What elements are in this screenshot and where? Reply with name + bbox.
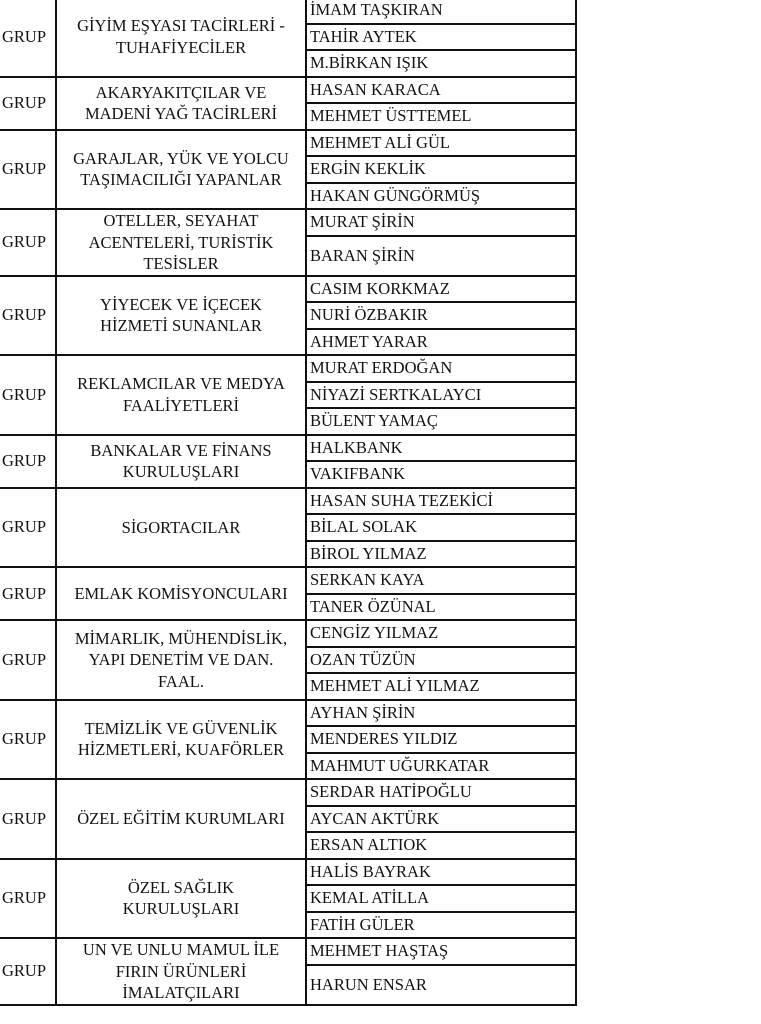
member-name: HARUN ENSAR xyxy=(305,964,577,1006)
member-name: ERSAN ALTIOK xyxy=(305,831,577,860)
member-name: FATİH GÜLER xyxy=(305,911,577,940)
member-name: MEHMET ALİ GÜL xyxy=(305,129,577,158)
group-label: GRUP xyxy=(0,129,57,211)
sector-name: ÖZEL EĞİTİM KURUMLARI xyxy=(55,778,307,860)
group-label: GRUP xyxy=(0,566,57,621)
sector-name: MİMARLIK, MÜHENDİSLİK, YAPI DENETİM VE DAN. FAAL. xyxy=(55,619,307,701)
group-label: GRUP xyxy=(0,208,57,277)
sector-name: REKLAMCILAR VE MEDYA FAALİYETLERİ xyxy=(55,354,307,436)
member-name: SERKAN KAYA xyxy=(305,566,577,595)
member-name: MURAT ŞİRİN xyxy=(305,208,577,237)
group-label: GRUP xyxy=(0,487,57,569)
member-name: BÜLENT YAMAÇ xyxy=(305,407,577,436)
member-name: KEMAL ATİLLA xyxy=(305,884,577,913)
member-name: CASIM KORKMAZ xyxy=(305,275,577,304)
sector-name: OTELLER, SEYAHAT ACENTELERİ, TURİSTİK TESİSLER xyxy=(55,208,307,277)
member-name: MURAT ERDOĞAN xyxy=(305,354,577,383)
member-name: TANER ÖZÜNAL xyxy=(305,593,577,622)
member-name: AYCAN AKTÜRK xyxy=(305,805,577,834)
group-label: GRUP xyxy=(0,354,57,436)
member-name: M.BİRKAN IŞIK xyxy=(305,49,577,78)
group-label: GRUP xyxy=(0,434,57,489)
member-name: BİLAL SOLAK xyxy=(305,513,577,542)
member-name: MEHMET ÜSTTEMEL xyxy=(305,102,577,131)
member-name: HALKBANK xyxy=(305,434,577,463)
sector-name: UN VE UNLU MAMUL İLE FIRIN ÜRÜNLERİ İMALATÇILARI xyxy=(55,937,307,1006)
group-label: GRUP xyxy=(0,937,57,1006)
member-name: TAHİR AYTEK xyxy=(305,23,577,52)
sector-name: GİYİM EŞYASI TACİRLERİ - TUHAFİYECİLER xyxy=(55,0,307,78)
group-label: GRUP xyxy=(0,778,57,860)
member-name: BARAN ŞİRİN xyxy=(305,235,577,277)
member-name: HAKAN GÜNGÖRMÜŞ xyxy=(305,182,577,211)
member-name: NURİ ÖZBAKIR xyxy=(305,301,577,330)
member-name: MEHMET ALİ YILMAZ xyxy=(305,672,577,701)
sector-name: SİGORTACILAR xyxy=(55,487,307,569)
group-label: GRUP xyxy=(0,858,57,940)
sector-name: EMLAK KOMİSYONCULARI xyxy=(55,566,307,621)
sector-name: AKARYAKITÇILAR VE MADENİ YAĞ TACİRLERİ xyxy=(55,76,307,131)
sector-name: GARAJLAR, YÜK VE YOLCU TAŞIMACILIĞI YAPANLAR xyxy=(55,129,307,211)
member-name: İMAM TAŞKIRAN xyxy=(305,0,577,25)
member-name: MAHMUT UĞURKATAR xyxy=(305,752,577,781)
sector-name: TEMİZLİK VE GÜVENLİK HİZMETLERİ, KUAFÖRLER xyxy=(55,699,307,781)
member-name: VAKIFBANK xyxy=(305,460,577,489)
member-name: HALİS BAYRAK xyxy=(305,858,577,887)
member-name: AYHAN ŞİRİN xyxy=(305,699,577,728)
sector-name: ÖZEL SAĞLIK KURULUŞLARI xyxy=(55,858,307,940)
sector-name: YİYECEK VE İÇECEK HİZMETİ SUNANLAR xyxy=(55,275,307,357)
member-name: MEHMET HAŞTAŞ xyxy=(305,937,577,966)
member-name: CENGİZ YILMAZ xyxy=(305,619,577,648)
group-label: GRUP xyxy=(0,699,57,781)
member-name: MENDERES YILDIZ xyxy=(305,725,577,754)
member-name: HASAN SUHA TEZEKİCİ xyxy=(305,487,577,516)
sector-name: BANKALAR VE FİNANS KURULUŞLARI xyxy=(55,434,307,489)
group-label: GRUP xyxy=(0,76,57,131)
member-name: NİYAZİ SERTKALAYCI xyxy=(305,381,577,410)
member-name: HASAN KARACA xyxy=(305,76,577,105)
group-label: GRUP xyxy=(0,619,57,701)
member-name: BİROL YILMAZ xyxy=(305,540,577,569)
member-name: OZAN TÜZÜN xyxy=(305,646,577,675)
group-label: GRUP xyxy=(0,275,57,357)
group-label: GRUP xyxy=(0,0,57,78)
member-name: ERGİN KEKLİK xyxy=(305,155,577,184)
member-name: AHMET YARAR xyxy=(305,328,577,357)
member-name: SERDAR HATİPOĞLU xyxy=(305,778,577,807)
